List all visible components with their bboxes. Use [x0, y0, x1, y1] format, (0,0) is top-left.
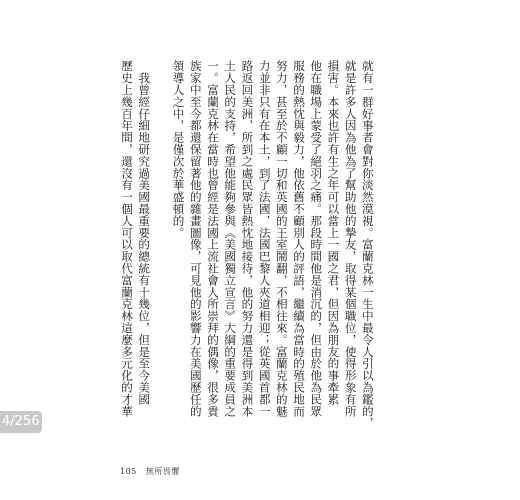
- text-column-13: 我曾經仔細地研究過美國最重要的總統有十幾位，但是至今美國: [137, 60, 152, 406]
- text-column-12: 領導人之中，是僅次於華盛頓的。: [171, 60, 186, 239]
- text-column-10: 一。富蘭克林在當時也曾經是法國上流社會人所崇拜的偶像，很多貴: [206, 60, 221, 417]
- text-column-14: 歷史上幾百年間，還沒有一個人可以取代富蘭克林這麼多元化的才華: [120, 60, 134, 417]
- text-column-3: 損害。本來也許有生之年可以當上一國之君，但因為朋友的事牽累: [326, 60, 341, 406]
- text-column-1: 就有一群好事者會對你淡然漠視。富蘭克林一生中最令人引以為鑑的，: [360, 60, 375, 429]
- page-indicator[interactable]: 4/256: [0, 411, 42, 433]
- text-column-9: 土人民的支持，希望他能夠參與《美國獨立宣言》大綱的重要成員之: [223, 60, 238, 417]
- vertical-text-body: [120, 60, 375, 450]
- text-column-8: 路返回美洲，所到之處民眾皆熱忱地接待，他的努力還是得到美洲本: [240, 60, 255, 417]
- text-column-7: 力並非只有在本土，到了法國，法國巴黎人夾道相迎；從英國首都一: [257, 60, 272, 417]
- text-column-11: 族家中至今都還保留著他的雜畫圖像，可見他的影響力在美國歷任的: [188, 60, 203, 417]
- text-column-6: 努力，甚至於不顧一切和英國的王室鬧翻，不相往來。富蘭克林的魅: [274, 60, 289, 417]
- text-column-2: 就是許多人因為他為了幫助他的摯友，取得某個職位，使得形象有所: [343, 60, 358, 417]
- footer-page-number: 105: [120, 467, 137, 476]
- text-column-5: 服務的熱忱與毅力，他依舊不顧別人的評語，繼續為當時的殖民地而: [292, 60, 307, 417]
- footer-book-title: 無所畏懼: [145, 467, 180, 476]
- text-column-4: 他在職場上蒙受了絕羽之痛。那段時間他是消沉的，但由於他為民眾: [309, 60, 324, 417]
- page-footer: [120, 466, 180, 477]
